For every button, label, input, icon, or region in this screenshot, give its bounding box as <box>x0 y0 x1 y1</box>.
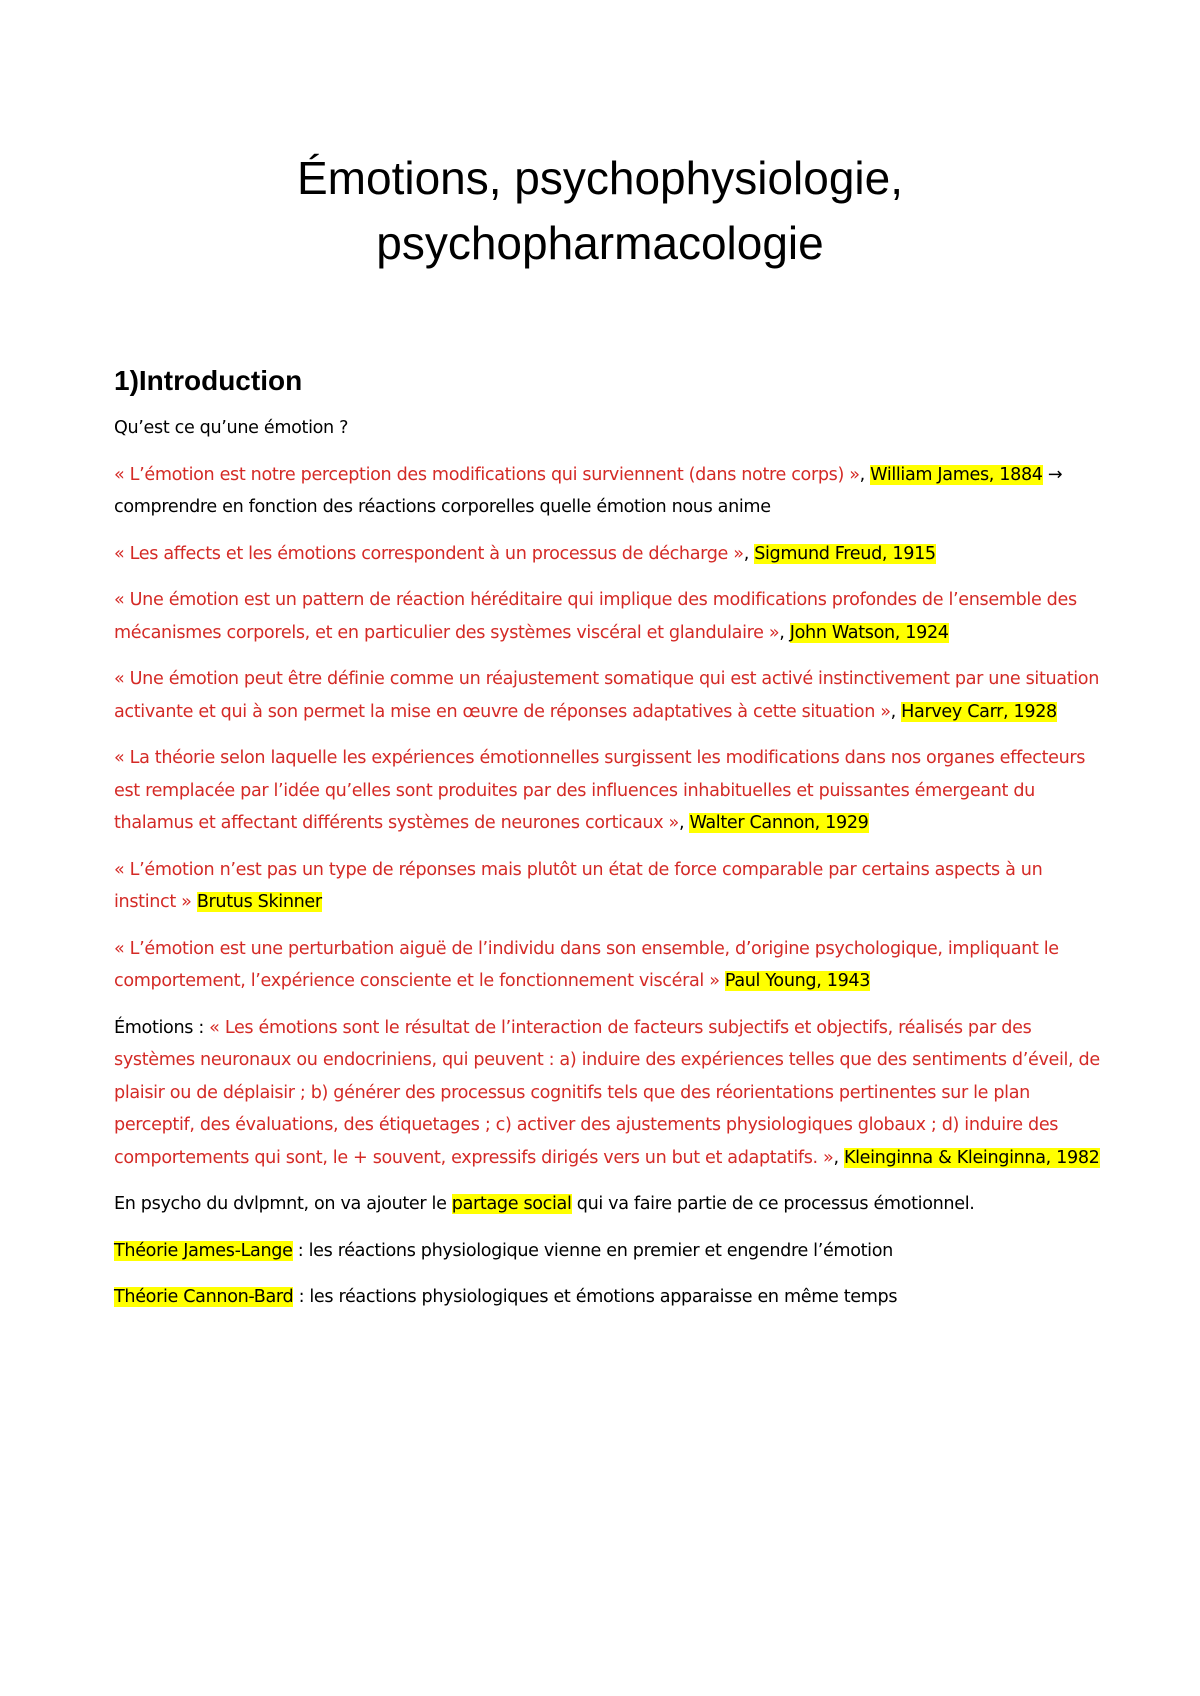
paragraph-definition-watson <box>114 584 1104 649</box>
author-highlight: William James, 1884 <box>870 464 1043 485</box>
separator: , <box>779 622 790 643</box>
label-text: Émotions : <box>114 1017 210 1038</box>
section-heading: 1)Introduction <box>114 365 303 396</box>
quote-text: « L’émotion est une perturbation aiguë de l’individu dans son ensemble, d’origine psychologique, impliquant le comportement, l’expérience consciente et le fonctionnement viscéral » <box>114 938 1059 991</box>
quote-text: « Une émotion est un pattern de réaction héréditaire qui implique des modifications profondes de l’ensemble des mécanismes corporels, et en particulier des systèmes viscéral et glandulaire » <box>114 590 1077 643</box>
paragraph-theory-james-lange <box>114 1235 1104 1268</box>
term-highlight: Théorie James-Lange <box>114 1240 293 1261</box>
explanation-text: → comprendre en fonction des réactions corporelles quelle émotion nous anime <box>114 464 1063 517</box>
title-line-1: Émotions, psychophysiologie, <box>297 152 903 204</box>
document-body <box>114 412 1104 1328</box>
author-highlight: Walter Cannon, 1929 <box>689 813 869 833</box>
quote-text: « Les émotions sont le résultat de l’interaction de facteurs subjectifs et objectifs, réalisés par des systèmes neuronaux ou endocriniens, qui peuvent : a) induire des expériences telles que des sentiments d’éveil, de plaisir ou de déplaisir ; b) générer des processus cognitifs tels que des réorientations pertinentes sur le plan perceptif, des évaluations, des étiquetages ; c) activer des ajustements physiologiques globaux ; d) induire des comportements qui sont, le + souvent, expressifs dirigés vers un but et adaptatifs. » <box>114 1017 1100 1168</box>
paragraph-theory-cannon-bard <box>114 1281 1104 1314</box>
text-after: : les réactions physiologiques et émotions apparaisse en même temps <box>293 1287 898 1307</box>
paragraph-definition-kleinginna <box>114 1012 1104 1175</box>
paragraph-question: Qu’est ce qu’une émotion ? <box>114 418 349 438</box>
author-highlight: Sigmund Freud, 1915 <box>754 543 936 564</box>
text-after: qui va faire partie de ce processus émotionnel. <box>571 1194 975 1214</box>
document-title <box>120 146 1080 276</box>
author-highlight: John Watson, 1924 <box>789 622 949 643</box>
author-highlight: Harvey Carr, 1928 <box>901 701 1057 722</box>
quote-text: « Les affects et les émotions correspondent à un processus de décharge » <box>114 543 744 564</box>
text-before: En psycho du dvlpmnt, on va ajouter le <box>114 1194 452 1214</box>
paragraph-definition-cannon <box>114 742 1104 840</box>
paragraph-definition-skinner <box>114 854 1104 919</box>
separator: , <box>890 701 902 722</box>
term-highlight: Théorie Cannon-Bard <box>114 1287 294 1307</box>
author-highlight: Kleinginna & Kleinginna, 1982 <box>843 1147 1100 1168</box>
paragraph-definition-james <box>114 459 1104 524</box>
separator: , <box>859 464 871 485</box>
text-after: : les réactions physiologique vienne en premier et engendre l’émotion <box>292 1240 893 1261</box>
quote-text: « L’émotion n’est pas un type de réponses mais plutôt un état de force comparable par certains aspects à un instinct » <box>114 859 1043 912</box>
paragraph-partage-social <box>114 1188 1104 1221</box>
term-highlight: partage social <box>451 1194 572 1214</box>
separator: , <box>743 543 755 564</box>
separator: , <box>833 1147 844 1168</box>
paragraph-definition-carr <box>114 663 1104 728</box>
author-highlight: Brutus Skinner <box>196 892 322 912</box>
quote-text: « La théorie selon laquelle les expériences émotionnelles surgissent les modifications dans nos organes effecteurs est remplacée par l’idée qu’elles sont produites par des influences inhabituelles et puissantes émergeant du thalamus et affectant différents systèmes de neurones corticaux » <box>114 748 1086 833</box>
paragraph-definition-freud <box>114 538 1104 571</box>
quote-text: « L’émotion est notre perception des modifications qui surviennent (dans notre corps) » <box>114 464 860 485</box>
title-line-2: psychopharmacologie <box>376 217 824 269</box>
author-highlight: Paul Young, 1943 <box>724 971 871 991</box>
quote-text: « Une émotion peut être définie comme un réajustement somatique qui est activé instinctivement par une situation activante et qui à son permet la mise en œuvre de réponses adaptatives à cette situation » <box>114 669 1100 722</box>
separator: , <box>678 813 690 833</box>
paragraph-definition-young <box>114 933 1104 998</box>
